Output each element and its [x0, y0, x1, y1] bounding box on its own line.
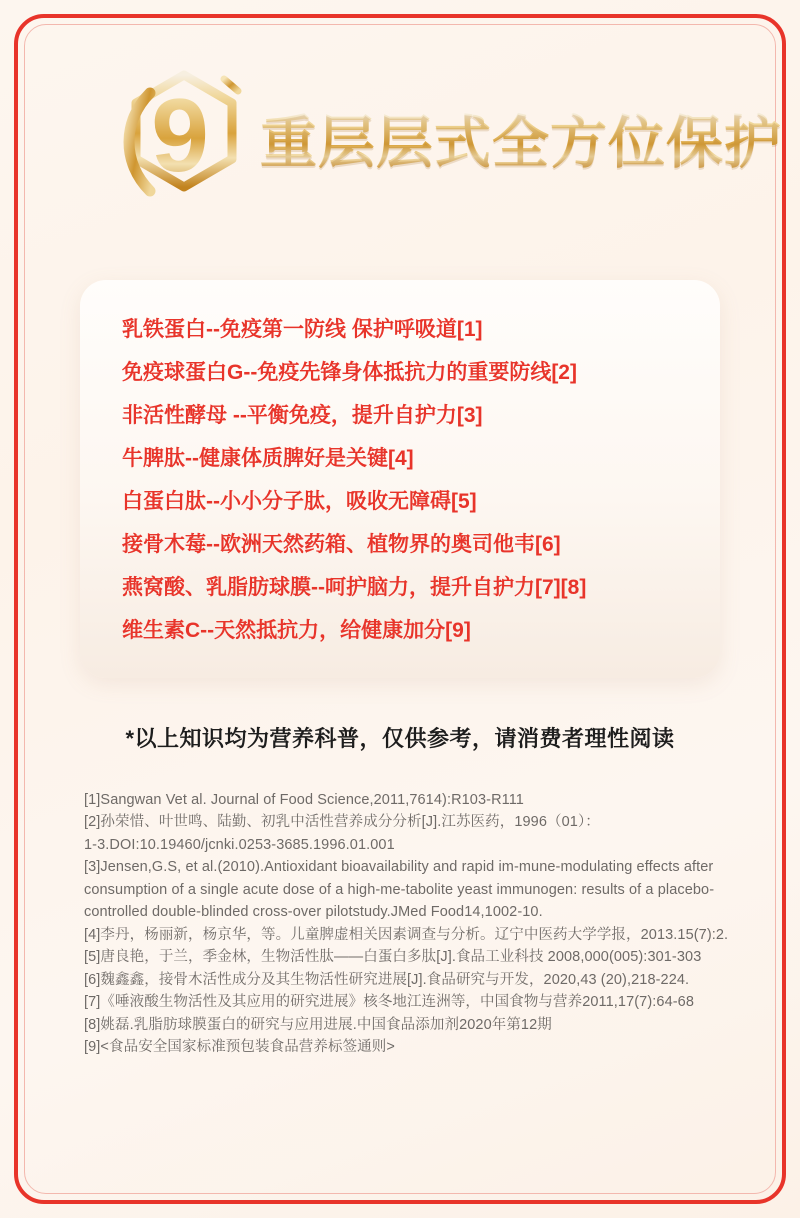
list-item: 牛脾肽--健康体质脾好是关键[4] — [122, 447, 414, 470]
page-title: 重层层式全方位保护 — [260, 110, 782, 175]
disclaimer-text: *以上知识均为营养科普，仅供参考，请消费者理性阅读 — [125, 726, 675, 751]
reference-item: 1-3.DOI:10.19460/jcnki.0253-3685.1996.01.001 — [84, 836, 395, 853]
list-item: 免疫球蛋白G--免疫先锋身体抵抗力的重要防线[2] — [122, 361, 577, 384]
reference-item: [3]Jensen,G.S, et al.(2010).Antioxidant bioavailability and rapid im-mune-modulating effects after consumption of a single acute dose of a high-me-tabolite yeast immunogen: results of a placebo-controlled double-blinded cross-over pilotstudy.JMed Food14,1002-10. — [84, 859, 715, 921]
number-nine-badge-icon — [106, 63, 256, 223]
list-item: 燕窝酸、乳脂肪球膜--呵护脑力，提升自护力[7][8] — [122, 576, 587, 599]
list-item: 接骨木莓--欧洲天然药箱、植物界的奥司他韦[6] — [122, 533, 561, 556]
list-item: 乳铁蛋白--免疫第一防线 保护呼吸道[1] — [122, 318, 483, 341]
list-item: 维生素C--天然抵抗力，给健康加分[9] — [122, 619, 471, 642]
reference-item: [4]李丹，杨丽新，杨京华，等。儿童脾虚相关因素调查与分析。辽宁中医药大学学报，2013.15(7):2. — [84, 926, 729, 943]
reference-item: [7]《唾液酸生物活性及其应用的研究进展》核冬地江连洲等，中国食物与营养2011,17(7):64-68 — [84, 994, 694, 1011]
poster-content — [18, 18, 782, 1200]
benefits-card — [80, 280, 720, 678]
references-list — [64, 789, 736, 1059]
reference-item: [5]唐良艳，于兰，季金林，生物活性肽——白蛋白多肽[J].食品工业科技 2008,000(005):301-303 — [84, 949, 702, 966]
reference-item: [6]魏鑫鑫，接骨木活性成分及其生物活性研究进展[J].食品研究与开发，2020,43 (20),218-224. — [84, 971, 690, 988]
badge-number-glyph: 9 — [151, 78, 209, 194]
reference-item: [1]Sangwan Vet al. Journal of Food Science,2011,7614):R103-R111 — [84, 792, 524, 808]
header — [64, 58, 782, 228]
reference-item: [2]孙荣惜、叶世鸣、陆勤、初乳中活性营养成分分析[J].江苏医药，1996（01）： — [84, 814, 600, 831]
reference-item: [8]姚磊.乳脂肪球膜蛋白的研究与应用进展.中国食品添加剂2020年第12期 — [84, 1016, 552, 1033]
reference-item: [9]<食品安全国家标准预包装食品营养标签通则> — [84, 1039, 395, 1056]
list-item: 非活性酵母 --平衡免疫，提升自护力[3] — [122, 404, 483, 427]
list-item: 白蛋白肽--小小分子肽，吸收无障碍[5] — [122, 490, 477, 513]
